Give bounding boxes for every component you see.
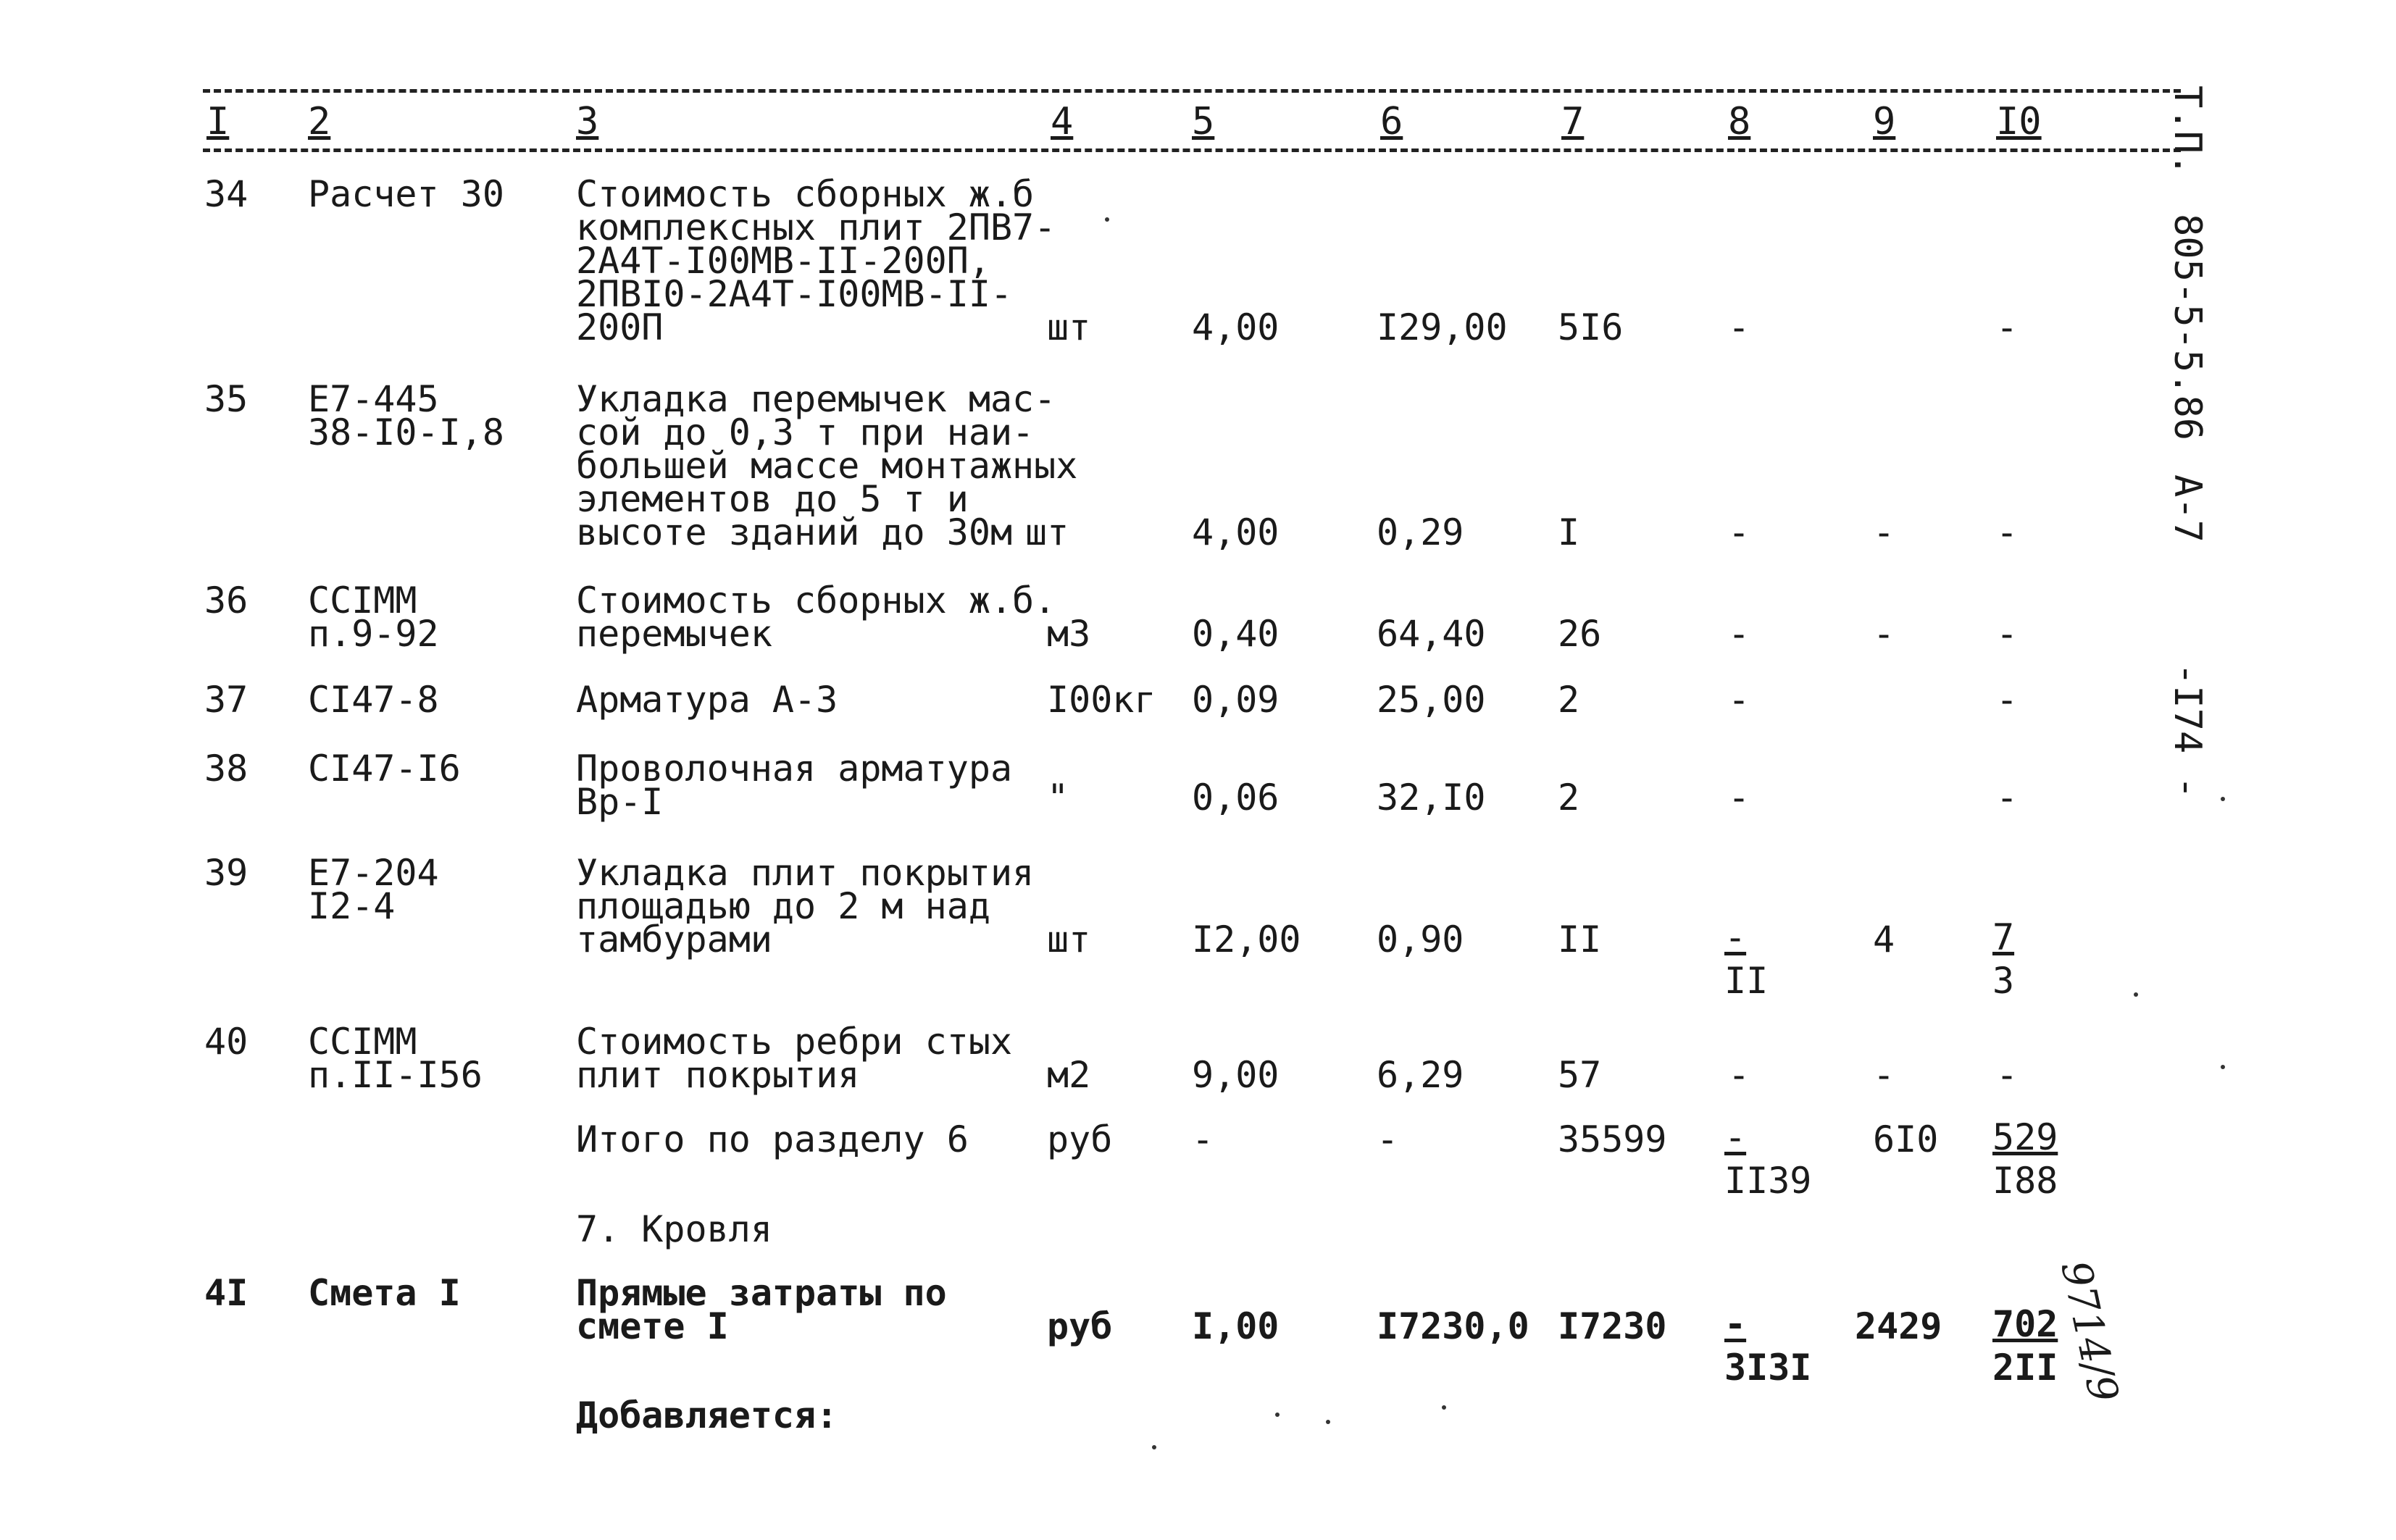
row-number: 4I: [204, 1272, 249, 1314]
side-label-album: А-7: [2166, 474, 2209, 543]
work-description: Укладка перемычек мас- сой до 0,3 т при наи- большей массе монтажных элементов до 5 т и высоте зданий до 30м: [576, 378, 1078, 553]
unit-price: 32,I0: [1377, 777, 1486, 819]
scan-speck: [1105, 217, 1109, 222]
total-cost: 2: [1558, 777, 1580, 819]
column-header-6: 6: [1380, 100, 1403, 143]
work-description: Стоимость сборных ж.б. перемычек: [576, 579, 1056, 655]
norm-code: СI47-8: [308, 679, 439, 721]
col8-value: -: [1728, 613, 1750, 655]
row-number: 36: [204, 579, 249, 622]
unit: шт: [1047, 306, 1091, 348]
row-number: 37: [204, 679, 249, 721]
scan-speck: [2134, 992, 2138, 997]
quantity: 0,40: [1192, 613, 1280, 655]
subtotal-total: 35599: [1558, 1118, 1667, 1160]
norm-code: СI47-I6: [308, 748, 461, 790]
header-dashed-rule: [203, 148, 2181, 152]
col8-value: -: [1728, 777, 1750, 819]
col10-numerator: 702: [1992, 1303, 2058, 1345]
handwritten-stamp: 9714/9: [2051, 1257, 2127, 1407]
row-number: 40: [204, 1021, 249, 1063]
col10-value: -: [1996, 613, 2019, 655]
subtotal-col8-numerator: -: [1724, 1116, 1747, 1158]
side-label-page: -I74 -: [2166, 663, 2209, 799]
unit-price: 25,00: [1377, 679, 1486, 721]
col8-fraction: [1724, 1302, 1811, 1389]
quantity: I2,00: [1192, 918, 1301, 961]
total-cost: 26: [1558, 613, 1602, 655]
col8-value: -: [1728, 1054, 1750, 1096]
column-header-5: 5: [1192, 100, 1215, 143]
total-cost: 2: [1558, 679, 1580, 721]
subtotal-unit: руб: [1047, 1118, 1113, 1160]
row-number: 34: [204, 173, 249, 215]
col9-value: 2429: [1855, 1305, 1942, 1347]
work-description: Стоимость сборных ж.б комплексных плит 2ПВ7- 2А4Т-I00МВ-II-200П, 2ПВI0-2А4Т-I00МВ-II- 200П: [576, 173, 1056, 348]
unit-price: 6,29: [1377, 1054, 1464, 1096]
subtotal-col8-fraction: [1724, 1116, 1811, 1202]
unit: шт: [1047, 918, 1091, 961]
col10-value: -: [1996, 777, 2019, 819]
column-header-3: 3: [576, 100, 599, 143]
col10-fraction: [1992, 916, 2043, 1003]
total-cost: II: [1558, 918, 1602, 961]
unit-price: 0,29: [1377, 511, 1464, 553]
quantity: I,00: [1192, 1305, 1280, 1347]
scan-speck: [1326, 1420, 1330, 1424]
unit: руб: [1047, 1305, 1113, 1347]
column-header-1: I: [206, 100, 230, 143]
total-cost: 57: [1558, 1054, 1602, 1096]
column-header-9: 9: [1873, 100, 1896, 143]
col9-value: 4: [1873, 918, 1895, 961]
col10-value: -: [1996, 1054, 2019, 1096]
scan-speck: [2221, 797, 2225, 801]
col8-value: -: [1728, 306, 1750, 348]
scan-speck: [2221, 1065, 2225, 1069]
subtotal-col10-numerator: 529: [1992, 1116, 2058, 1158]
subtotal-price: -: [1377, 1118, 1399, 1160]
unit-price: I29,00: [1377, 306, 1508, 348]
scan-speck: [1442, 1405, 1446, 1410]
column-header-8: 8: [1728, 100, 1751, 143]
col8-denominator: 3I3I: [1724, 1347, 1812, 1389]
unit-price: 0,90: [1377, 918, 1464, 961]
side-label-project: 805-5-5.86: [2166, 214, 2209, 441]
col8-fraction: [1724, 916, 1768, 1003]
total-cost: I: [1558, 511, 1580, 553]
norm-code: Смета I: [308, 1272, 461, 1314]
added-label: Добавляется:: [576, 1394, 838, 1436]
col9-value: -: [1873, 511, 1895, 553]
row-number: 35: [204, 378, 249, 420]
col8-numerator: -: [1724, 1303, 1747, 1345]
norm-code: Расчет 30: [308, 173, 504, 215]
work-description: Арматура А-3: [576, 679, 838, 721]
subtotal-col10-denominator: I88: [1992, 1160, 2058, 1202]
unit: ": [1047, 777, 1069, 819]
side-label-sheet: Т.П.: [2166, 85, 2209, 177]
col10-denominator: 3: [1992, 960, 2015, 1002]
total-cost: 5I6: [1558, 306, 1624, 348]
scan-speck: [1152, 1445, 1156, 1449]
column-header-10: I0: [1996, 100, 2042, 143]
quantity: 4,00: [1192, 511, 1280, 553]
column-header-2: 2: [308, 100, 331, 143]
subtotal-label: Итого по разделу 6: [576, 1118, 969, 1160]
work-description: Проволочная арматура Вр-I: [576, 748, 1013, 823]
unit: м3: [1047, 613, 1091, 655]
quantity: 9,00: [1192, 1054, 1280, 1096]
subtotal-col9: 6I0: [1873, 1118, 1939, 1160]
row-number: 38: [204, 748, 249, 790]
norm-code: Е7-204 I2-4: [308, 852, 439, 927]
subtotal-col8-denominator: II39: [1724, 1160, 1812, 1202]
row-number: 39: [204, 852, 249, 894]
unit: м2: [1047, 1054, 1091, 1096]
quantity: 4,00: [1192, 306, 1280, 348]
col8-numerator: -: [1724, 916, 1747, 958]
quantity: 0,09: [1192, 679, 1280, 721]
subtotal-col10-fraction: [1992, 1116, 2058, 1202]
scan-speck: [1275, 1413, 1280, 1417]
work-description: Стоимость ребри стых плит покрытия: [576, 1021, 1013, 1096]
unit: шт: [1025, 511, 1069, 553]
work-description: Укладка плит покрытия площадью до 2 м над тамбурами: [576, 852, 1035, 961]
top-dashed-rule: [203, 89, 2181, 93]
norm-code: ССIММ п.9-92: [308, 579, 439, 655]
subtotal-quantity: -: [1192, 1118, 1214, 1160]
col9-value: -: [1873, 1054, 1895, 1096]
unit-price: I7230,0: [1377, 1305, 1529, 1347]
col10-value: -: [1996, 306, 2019, 348]
col10-value: -: [1996, 679, 2019, 721]
unit: I00кг: [1047, 679, 1156, 721]
quantity: 0,06: [1192, 777, 1280, 819]
col10-numerator: 7: [1992, 916, 2015, 958]
col10-fraction: [1992, 1302, 2058, 1389]
column-header-7: 7: [1561, 100, 1585, 143]
col8-denominator: II: [1724, 960, 1769, 1002]
col8-value: -: [1728, 679, 1750, 721]
norm-code: Е7-445 38-I0-I,8: [308, 378, 504, 453]
col10-denominator: 2II: [1992, 1347, 2058, 1389]
col8-value: -: [1728, 511, 1750, 553]
unit-price: 64,40: [1377, 613, 1486, 655]
work-description: Прямые затраты по смете I: [576, 1272, 947, 1347]
norm-code: ССIММ п.II-I56: [308, 1021, 483, 1096]
total-cost: I7230: [1558, 1305, 1667, 1347]
col10-value: -: [1996, 511, 2019, 553]
col9-value: -: [1873, 613, 1895, 655]
column-header-4: 4: [1051, 100, 1074, 143]
section-heading-roofing: 7. Кровля: [576, 1208, 772, 1250]
